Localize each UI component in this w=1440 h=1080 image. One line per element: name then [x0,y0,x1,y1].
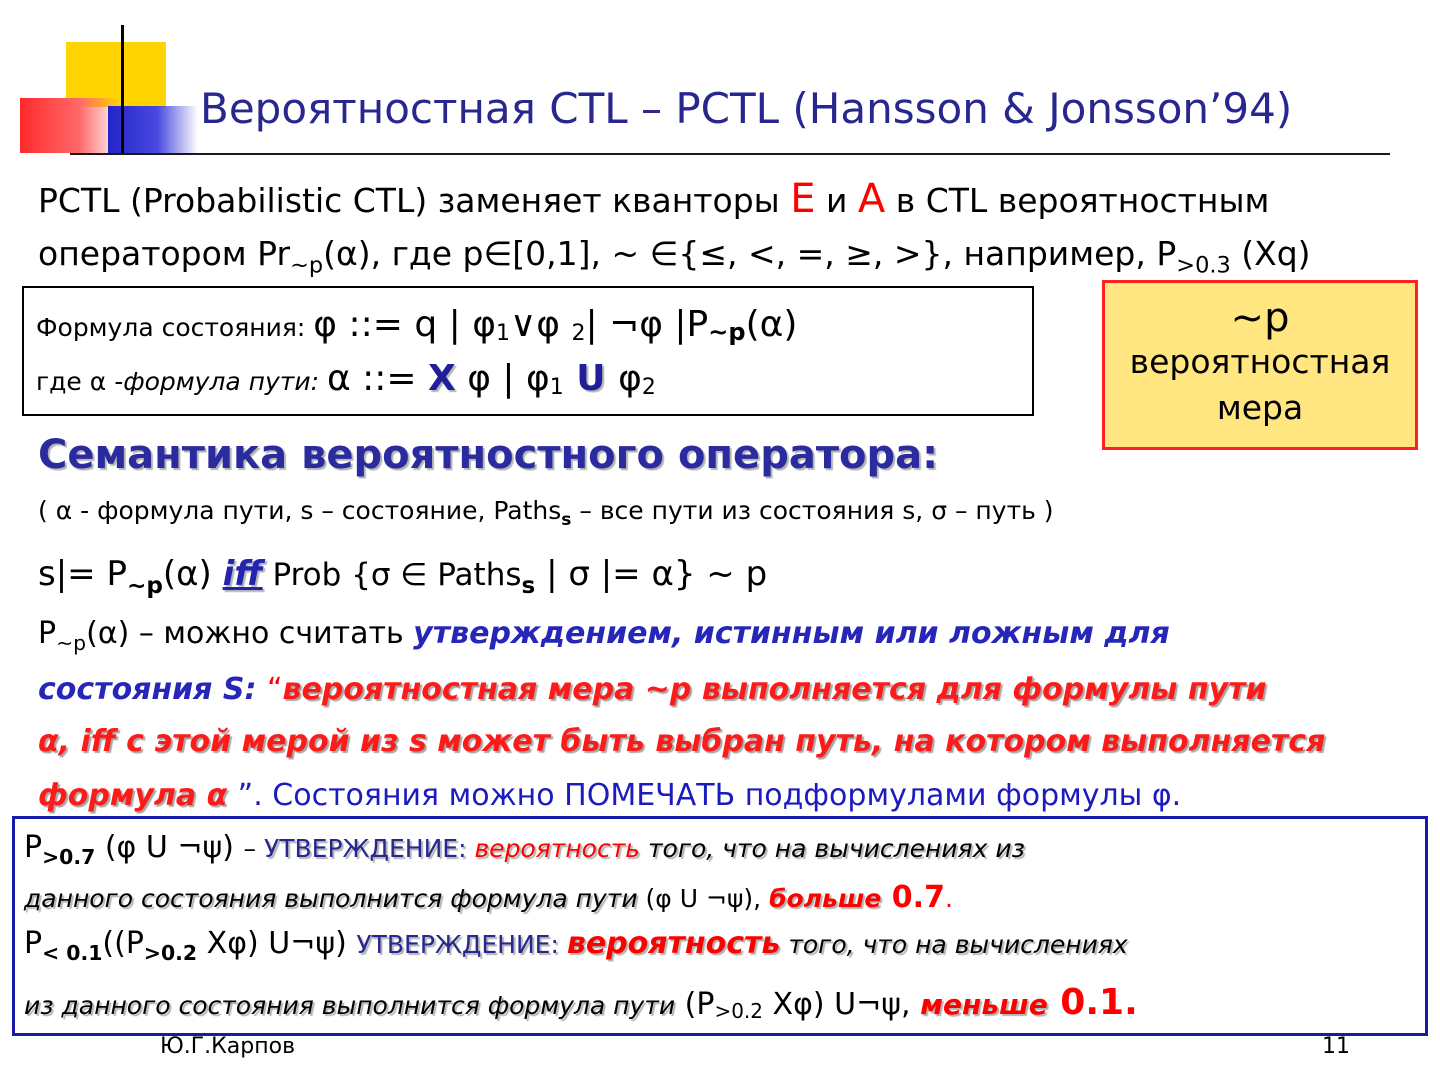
note-text: ( α - формула пути, s – состояние, Paths [38,496,562,525]
explain-line-1 [38,616,1170,655]
operator-x: X [428,358,456,399]
intro-line-1 [38,176,1269,222]
explain-quote: α, iff с этой мерой из s может быть выбран путь, на котором выполняется [38,724,1326,759]
state-formula-line [36,304,797,346]
intro-text: и [815,181,858,220]
greater-word: больше [769,884,882,913]
formula-text: | ¬φ |P [585,304,709,345]
intro-text: оператором Pr [38,234,291,273]
threshold-value: 0.1 [1047,982,1125,1023]
example-text: того, что на вычислениях [780,930,1128,959]
definition-text: | σ |= α} ~ p [535,554,768,594]
example-text: (P [675,987,715,1022]
explain-line-3 [38,724,1325,759]
explain-emphasis: состояния S: [38,672,267,707]
intro-text: (Xq) [1230,234,1311,273]
path-formula-label: -формула пути: [114,367,327,396]
subscript: 2 [571,321,586,347]
page-number: 11 [1322,1034,1350,1059]
subscript: ~p [56,631,87,655]
explain-quote: вероятностная мера ~p выполняется для формулы пути [282,672,1267,707]
probability-word: вероятность [566,926,781,961]
explain-quote: формула α [38,778,238,813]
example-2-line-2 [24,982,1138,1023]
subscript: ~p [708,318,746,347]
intro-line-2 [38,234,1311,279]
formula-text: (α) [745,304,798,345]
definition-text: Prob {σ ∈ Paths [262,557,522,593]
example-text: – [243,834,264,863]
example-text: данного состояния выполнится формула пути [24,884,638,913]
path-formula-line [36,358,656,400]
example-1-line-1 [24,830,1025,869]
semantics-heading [38,432,938,478]
statement-label: УТВЕРЖДЕНИЕ: [264,834,475,863]
explain-line-4 [38,778,1181,813]
statement-label: УТВЕРЖДЕНИЕ: [356,930,567,959]
probability-measure-box [1102,280,1418,450]
subscript: 1 [549,375,564,401]
formula-text: φ ::= q | φ [313,304,496,345]
measure-label-2: мера [1216,388,1304,428]
quantifier-a: A [857,176,886,222]
iff-keyword: iff [222,554,263,594]
semantics-note [38,496,1054,530]
formula-text: ∨φ [509,304,572,345]
subscript: 2 [641,375,656,401]
example-text: Xφ) U¬ψ) [197,926,357,961]
subscript: ~p [126,572,163,599]
subscript: < 0.1 [42,941,103,965]
semantics-heading-text: Семантика вероятностного оператора [38,432,923,478]
threshold-value: 0.7 [881,880,945,915]
example-text: . [1124,982,1138,1023]
slide-title: Вероятностная CTL – PCTL (Hansson & Jonsson’94) [200,84,1293,133]
subscript: 1 [495,321,510,347]
definition-text: s|= P [38,554,127,594]
operator-u: U [563,358,619,399]
subscript: >0.7 [42,845,96,869]
measure-symbol: ~p [1230,295,1290,341]
formula-text: φ [618,358,642,399]
explain-text: P [38,616,57,651]
example-text: (φ U ¬ψ) [95,830,244,865]
measure-label-1: вероятностная [1129,342,1391,381]
explain-emphasis: утверждением, истинным или ложным для [413,616,1170,651]
subscript: s [561,510,572,530]
note-text: – все пути из состояния s, σ – путь ) [571,496,1054,525]
example-text: P [24,830,43,865]
subscript: >0.3 [1176,252,1231,279]
explain-text: ”. Состояния можно ПОМЕЧАТЬ подформулами формулы φ. [237,778,1182,813]
semantics-definition [38,554,767,599]
footer-author: Ю.Г.Карпов [160,1034,296,1059]
example-text: . [944,884,953,913]
intro-text: PCTL (Probabilistic CTL) заменяет кванторы [38,181,791,220]
subscript: s [521,572,536,599]
definition-text: (α) [162,554,223,594]
example-text: того, что на вычислениях из [640,834,1025,863]
decor-vertical-line [121,25,124,153]
explain-text: (α) – можно считать [86,616,414,651]
decor-red-bar [20,98,120,153]
probability-word: вероятность [474,834,641,863]
intro-text: в CTL вероятностным [885,181,1270,220]
intro-text: (α), где p∈[0,1], ~ ∈{≤, <, =, ≥, >}, например, P [323,234,1177,273]
subscript: >0.2 [714,999,764,1024]
quote-mark: “ [266,672,283,707]
title-underline [70,153,1390,155]
example-text: Xφ) U¬ψ, [763,987,921,1022]
example-text: P [24,926,43,961]
state-formula-label: Формула состояния: [36,313,314,342]
formula-text: α ::= [326,358,429,399]
quantifier-e: E [790,176,816,222]
less-word: меньше [920,988,1048,1021]
example-text: ((P [102,926,144,961]
explain-line-2 [38,672,1267,707]
formula-text: φ | φ [455,358,550,399]
subscript: >0.2 [143,941,198,965]
subscript: ~p [290,252,324,279]
example-text: из данного состояния выполнится формула пути [24,991,676,1020]
formula-text: где α [36,367,115,396]
example-1-line-2 [24,880,953,915]
example-2-line-1 [24,926,1128,965]
semantics-heading-colon: : [922,432,939,478]
example-text: (φ U ¬ψ), [637,884,770,913]
